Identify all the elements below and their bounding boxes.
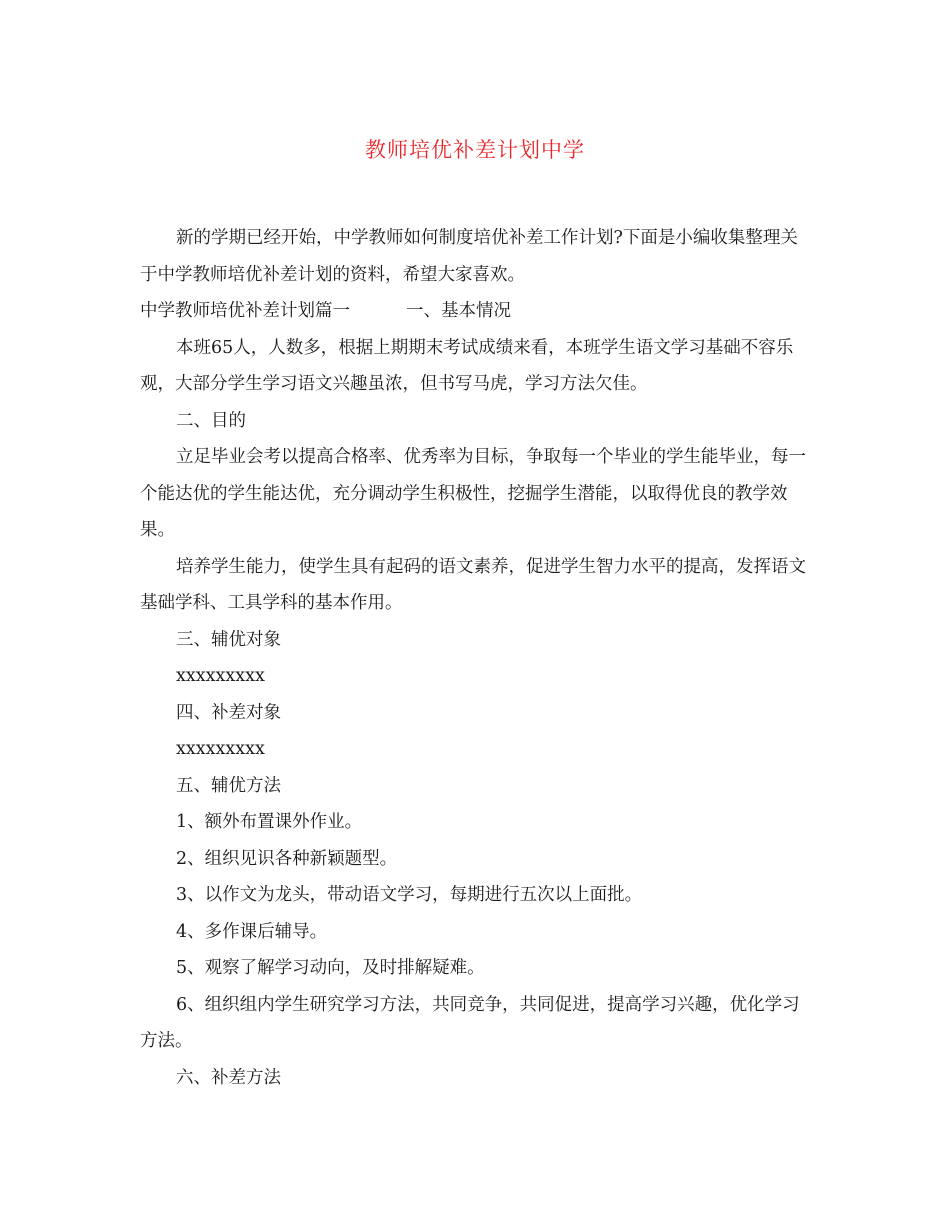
method-item: 3、以作文为龙头，带动语文学习，每期进行五次以上面批。 xyxy=(176,885,643,905)
method-item: 5、观察了解学习动向，及时排解疑难。 xyxy=(176,958,485,978)
excellent-targets-heading: 三、辅优对象 xyxy=(176,629,281,650)
remedial-heading: 六、补差方法 xyxy=(176,1067,281,1088)
document-title: 教师培优补差计划中学 xyxy=(365,138,585,162)
section-header-subheading: 一、基本情况 xyxy=(406,301,511,321)
intro-paragraph: 新的学期已经开始，中学教师如何制度培优补差工作计划?下面是小编收集整理关于中学教师培优补差计划的资料，希望大家喜欢。 xyxy=(140,228,798,285)
excellent-targets-value: xxxxxxxxx xyxy=(176,666,265,686)
goal-heading: 二、目的 xyxy=(176,410,246,431)
section-header-title: 中学教师培优补差计划篇一 xyxy=(140,301,350,321)
weak-targets-heading: 四、补差对象 xyxy=(176,702,281,723)
method-item: 6、组织组内学生研究学习方法，共同竞争，共同促进，提高学习兴趣，优化学习方法。 xyxy=(140,994,800,1051)
goal-paragraph-2: 培养学生能力，使学生具有起码的语文素养，促进学生智力水平的提高，发挥语文基础学科、工具学科的基本作用。 xyxy=(140,556,806,613)
method-item: 2、组织见识各种新颖题型。 xyxy=(176,848,398,869)
goal-paragraph-1: 立足毕业会考以提高合格率、优秀率为目标，争取每一个毕业的学生能毕业，每一个能达优的学生能达优，充分调动学生积极性，挖掘学生潜能，以取得优良的教学效果。 xyxy=(140,447,806,540)
method-item: 1、额外布置课外作业。 xyxy=(176,812,363,832)
weak-targets-value: xxxxxxxxx xyxy=(176,739,265,759)
method-item: 4、多作课后辅导。 xyxy=(176,921,328,942)
document-body xyxy=(140,220,812,1096)
basic-info-paragraph: 本班65人，人数多，根据上期期末考试成绩来看，本班学生语文学习基础不容乐观，大部分学生学习语文兴趣虽浓，但书写马虎，学习方法欠佳。 xyxy=(140,337,794,394)
method-heading: 五、辅优方法 xyxy=(176,775,281,796)
section-header xyxy=(140,293,812,330)
